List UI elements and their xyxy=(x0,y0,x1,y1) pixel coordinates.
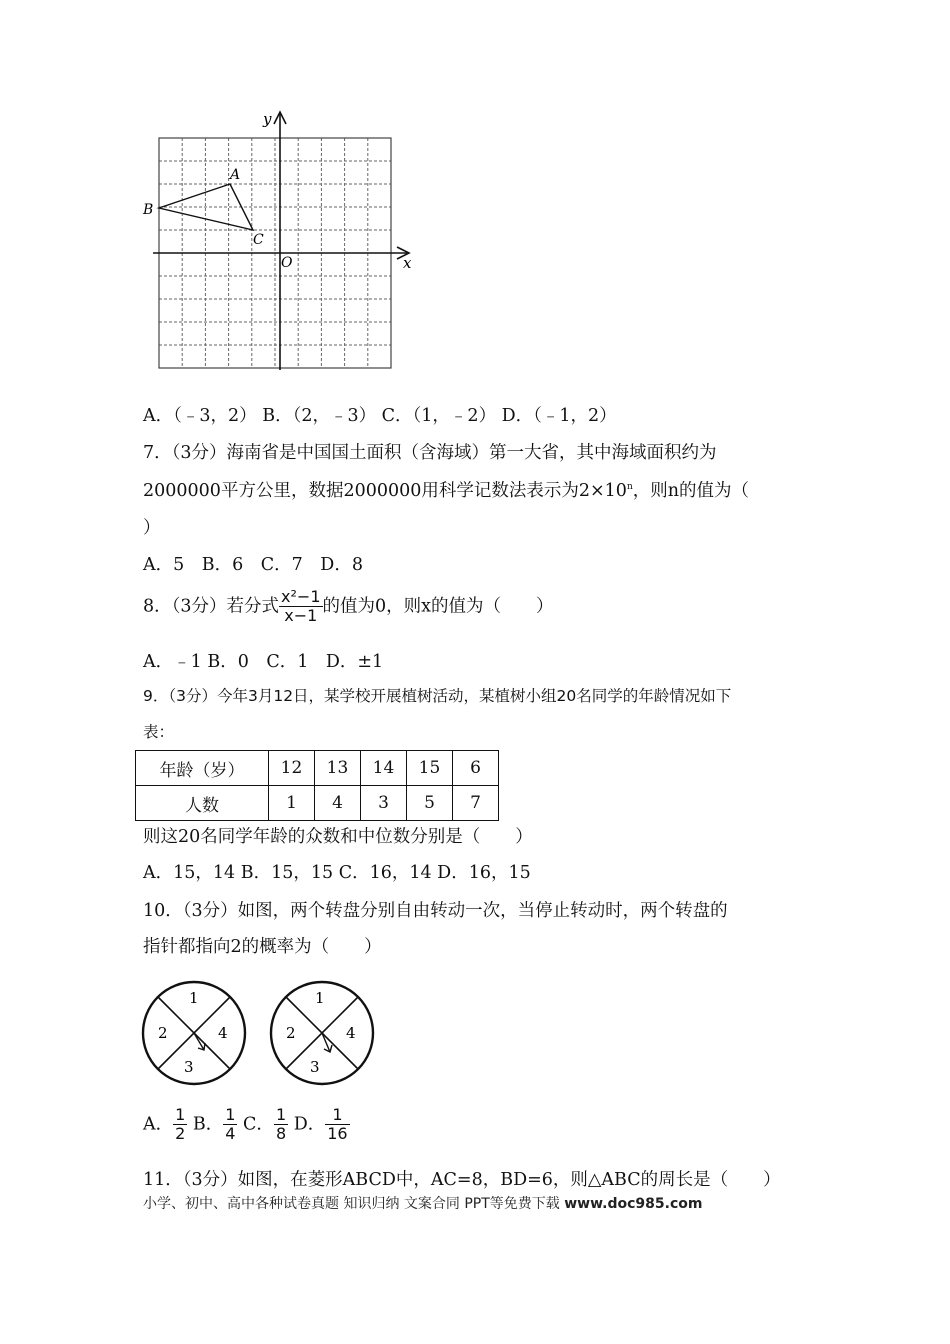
axis-x-label: x xyxy=(403,254,412,272)
table-row xyxy=(136,786,499,821)
table-cell: 4 xyxy=(315,786,361,821)
spinner-left-label-1: 1 xyxy=(189,989,199,1007)
axis-y-label: y xyxy=(263,110,272,128)
spinner-left-label-2: 2 xyxy=(158,1024,168,1042)
table-cell: 12 xyxy=(269,751,315,786)
q8-options: A．﹣1 B．0 C．1 D．±1 xyxy=(143,652,384,672)
q9-line1: 9．（3分）今年3月12日，某学校开展植树活动，某植树小组20名同学的年龄情况如下 xyxy=(143,687,732,705)
table-cell: 5 xyxy=(407,786,453,821)
q10-options: A． $\frac{1}{2}$ B． $\frac{1}{4}$ C． $\frac{1}{8}$ D． $\frac{1}{16}$ xyxy=(143,1105,348,1144)
q10-line1: 10．（3分）如图，两个转盘分别自由转动一次，当停止转动时，两个转盘的 xyxy=(143,901,728,921)
table-cell: 13 xyxy=(315,751,361,786)
q9-line2: 表： xyxy=(143,723,175,741)
footer-url[interactable]: www.doc985.com xyxy=(564,1196,703,1212)
spinner-right xyxy=(271,982,373,1084)
spinner-left xyxy=(143,982,245,1084)
spinner-right-label-1: 1 xyxy=(315,989,325,1007)
q6-options: A．（﹣3，2） B．（2，﹣3） C．（1，﹣2） D．（﹣1，2） xyxy=(143,406,617,426)
table-cell: 人数 xyxy=(136,786,269,821)
q7-line1: 7．（3分）海南省是中国国土面积（含海域）第一大省，其中海域面积约为 xyxy=(143,443,717,463)
origin-label: O xyxy=(281,255,293,271)
spinner-right-label-2: 2 xyxy=(286,1024,296,1042)
table-row xyxy=(136,751,499,786)
point-c-label: C xyxy=(253,232,264,248)
q9-options: A．15，14 B．15，15 C．16，14 D．16，15 xyxy=(143,863,531,883)
footer xyxy=(143,1193,702,1213)
q10-option-c-fraction: $\frac{1}{8}$ xyxy=(275,1105,287,1144)
spinner-right-label-4: 4 xyxy=(346,1024,356,1042)
spinner-figure xyxy=(140,970,390,1100)
q8-stem: 8．（3分）若分式 $\frac{\text{x²−1}}{x-1}$ 的值为0，则x的值为（ ） xyxy=(143,587,554,626)
coordinate-grid-figure xyxy=(135,108,425,378)
point-a-label: A xyxy=(230,167,241,183)
q7-options: A．5 B．6 C．7 D．8 xyxy=(143,555,363,575)
table-cell: 14 xyxy=(361,751,407,786)
table-cell: 年龄（岁） xyxy=(136,751,269,786)
table-cell: 6 xyxy=(453,751,499,786)
point-b-label: B xyxy=(143,202,154,218)
q10-option-a-fraction: $\frac{1}{2}$ xyxy=(175,1105,186,1144)
table-cell: 1 xyxy=(269,786,315,821)
spinner-left-label-3: 3 xyxy=(184,1058,194,1076)
spinner-right-label-3: 3 xyxy=(310,1058,320,1076)
q7-line3: ） xyxy=(143,518,161,538)
table-cell: 15 xyxy=(407,751,453,786)
table-cell: 3 xyxy=(361,786,407,821)
footer-text: 小学、初中、高中各种试卷真题 知识归纳 文案合同 PPT等免费下载 xyxy=(143,1196,560,1212)
spinner-left-label-4: 4 xyxy=(218,1024,228,1042)
q8-fraction: $\frac{\text{x²−1}}{x-1}$ xyxy=(281,587,321,626)
q9-line3: 则这20名同学年龄的众数和中位数分别是（ ） xyxy=(143,827,533,847)
q10-option-b-fraction: $\frac{1}{4}$ xyxy=(225,1105,236,1144)
table-cell: 7 xyxy=(453,786,499,821)
q7-line2: 2000000平方公里，数据2000000用科学记数法表示为$2\times 10^n$，则n的值为（ xyxy=(143,481,750,501)
q11-line1: 11．（3分）如图，在菱形ABCD中，AC=8，BD=6，则△ABC的周长是（ ） xyxy=(143,1170,781,1190)
q10-line2: 指针都指向2的概率为（ ） xyxy=(143,937,382,957)
q10-option-d-fraction: $\frac{1}{16}$ xyxy=(327,1105,348,1144)
age-table xyxy=(135,750,499,821)
